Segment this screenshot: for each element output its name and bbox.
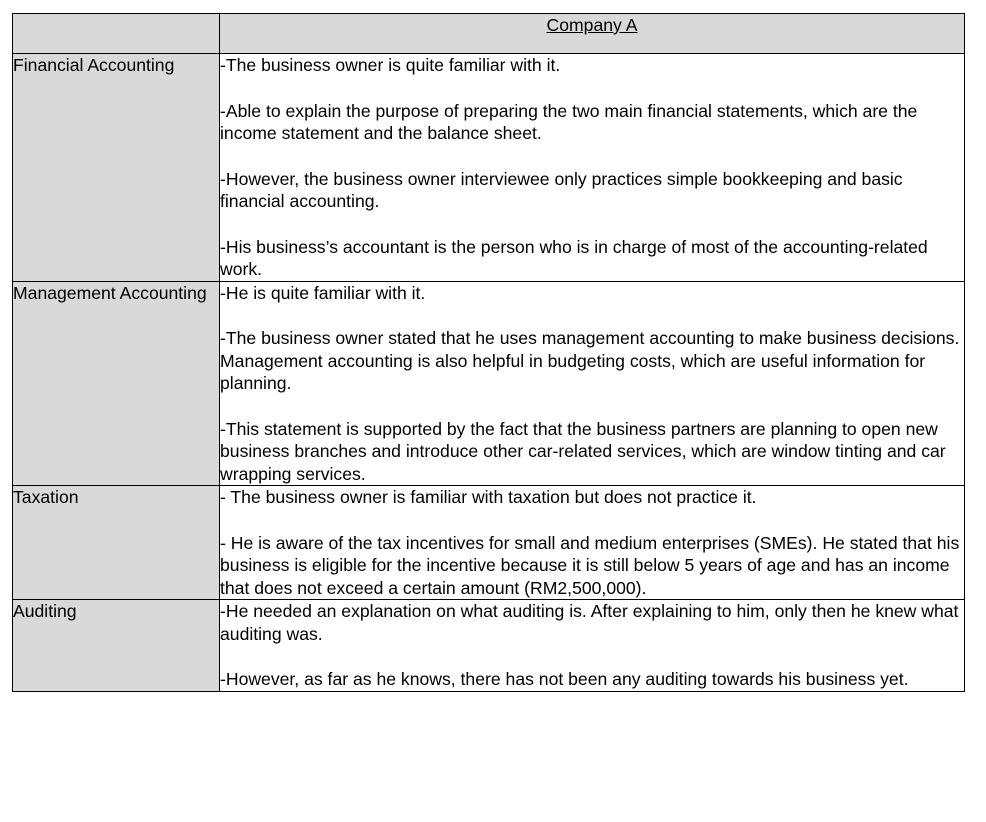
paragraph: -Able to explain the purpose of preparing the two main financial statements, which are the income statement and the balance sheet. [220,100,918,143]
paragraph: -He needed an explanation on what auditing is. After explaining to him, only then he knew what auditing was. [220,601,959,644]
paragraph: - The business owner is familiar with taxation but does not practice it. [220,487,757,507]
content-cell [220,600,965,692]
paragraph: -This statement is supported by the fact that the business partners are planning to open new business branches and introduce other car-related services, which are window tinting and car wrapping services. [220,418,946,484]
paragraph: -The business owner is quite familiar with it. [220,55,561,75]
paragraph: -However, the business owner interviewee only practices simple bookkeeping and basic financial accounting. [220,168,903,211]
table-header-row [13,14,965,54]
table-row-financial-accounting [13,54,965,282]
topic-header-cell [13,14,220,54]
table-row-taxation [13,486,965,600]
company-heading: Company A [546,15,638,35]
paragraph: -However, as far as he knows, there has not been any auditing towards his business yet. [220,669,909,689]
topic-cell: Management Accounting [13,281,220,486]
content-cell [220,281,965,486]
table-row-management-accounting [13,281,965,486]
comparison-table [12,13,965,692]
company-header-cell [220,14,965,54]
paragraph: -His business’s accountant is the person who is in charge of most of the accounting-related work. [220,236,928,279]
topic-cell: Taxation [13,486,220,600]
content-cell [220,486,965,600]
topic-cell: Financial Accounting [13,54,220,282]
content-cell [220,54,965,282]
paragraph: - He is aware of the tax incentives for small and medium enterprises (SMEs). He stated that his business is eligible for the incentive because it is still below 5 years of age and has an income that does not exceed a certain amount (RM2,500,000). [220,532,960,598]
paragraph: -He is quite familiar with it. [220,282,426,303]
paragraph: -The business owner stated that he uses management accounting to make business decisions. Management accounting is also helpful in budgeting costs, which are useful information for planning. [220,328,960,393]
topic-cell: Auditing [13,600,220,692]
table-row-auditing [13,600,965,692]
